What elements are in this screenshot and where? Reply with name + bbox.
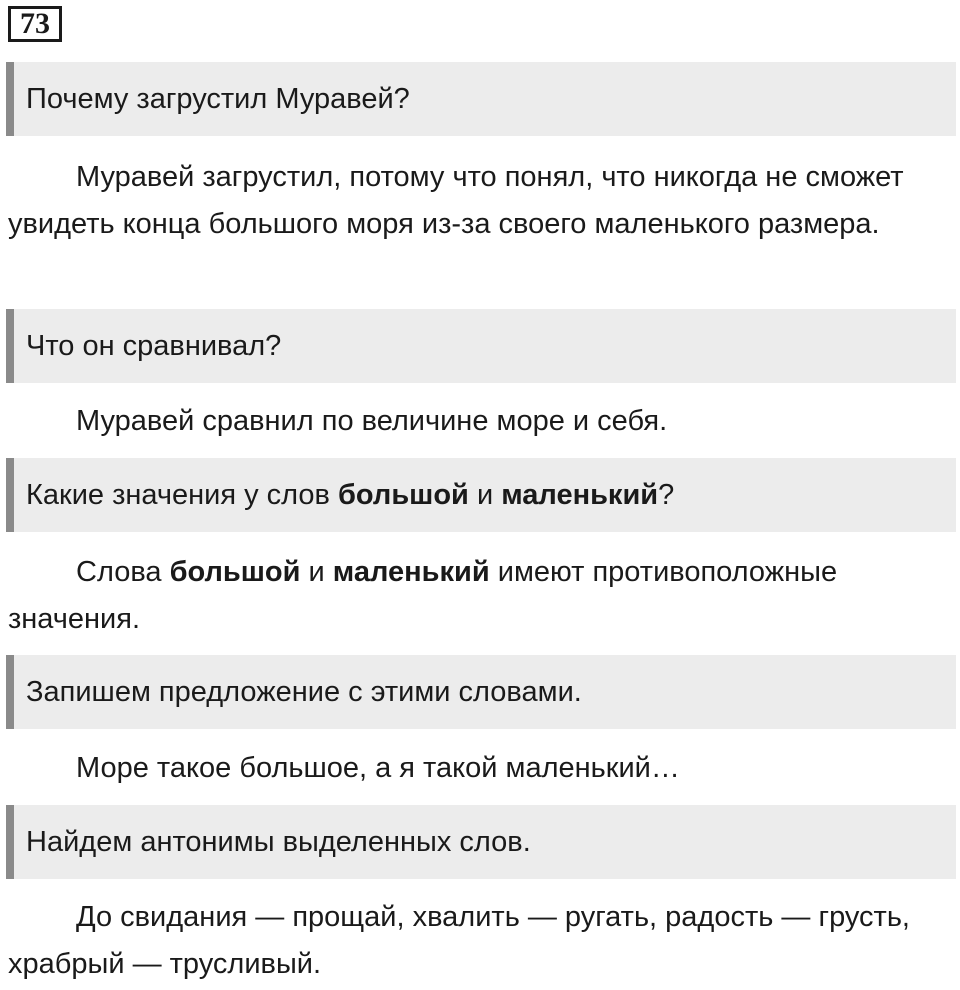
- answer-3-part: имеют противоположные значения.: [8, 556, 838, 635]
- answer-2: Муравей сравнил по величине море и себя.: [76, 405, 668, 437]
- answer-5: До свидания — прощай, хвалить — ругать, радость — грусть, храбрый — трусливый.: [8, 901, 910, 980]
- question-5: Найдем антонимы выделенных слов.: [6, 805, 956, 879]
- bold-word-big: большой: [169, 556, 301, 588]
- answer-3: [8, 549, 948, 643]
- question-1: Почему загрустил Муравей?: [6, 62, 956, 136]
- bold-word-big: большой: [338, 479, 469, 511]
- answer-4: Море такое большое, а я такой маленький…: [76, 752, 680, 784]
- task-number: 73: [8, 6, 62, 42]
- bold-word-small: маленький: [501, 479, 659, 511]
- question-3: [6, 458, 956, 532]
- answer-1: Муравей загрустил, потому что понял, что никогда не сможет увидеть конца большого моря из-за своего маленького размера.: [8, 161, 904, 240]
- answer-3-part: Слова: [76, 556, 170, 588]
- question-3-part: Какие значения у слов: [26, 479, 339, 511]
- answer-3-part: и: [300, 556, 333, 588]
- bold-word-small: маленький: [332, 556, 490, 588]
- question-4: Запишем предложение с этими словами.: [6, 655, 956, 729]
- question-3-part: и: [468, 479, 502, 511]
- question-3-part: ?: [658, 479, 675, 511]
- question-2: Что он сравнивал?: [6, 309, 956, 383]
